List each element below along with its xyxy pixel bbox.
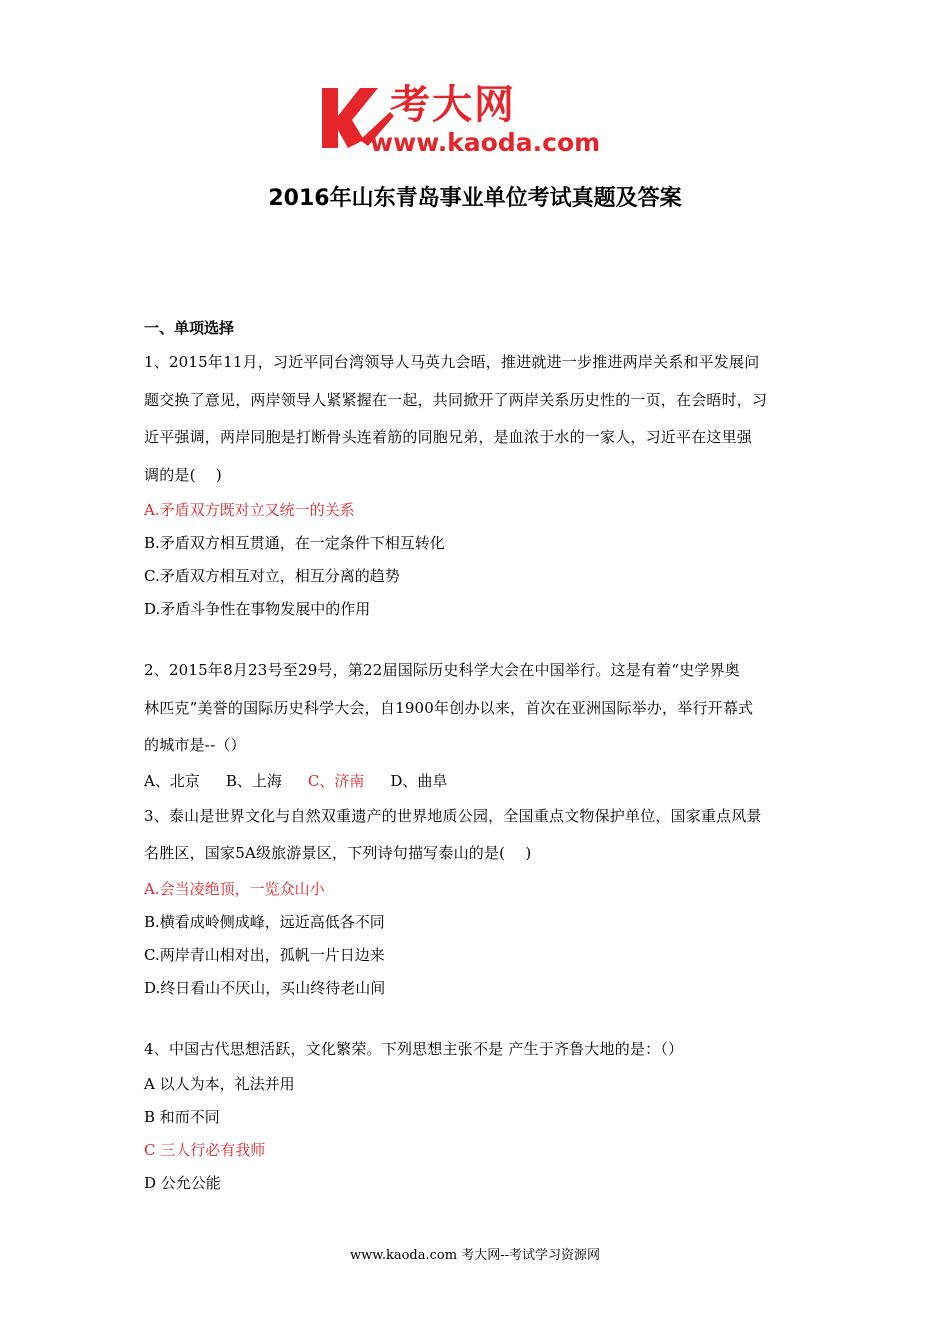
question-2-line-1: 2、2015年8月23号至29号，第22届国际历史科学大会在中国举行。这是有着“史学界奥 <box>144 661 740 679</box>
question-1-option-a-answer: A.矛盾双方既对立又统一的关系 <box>144 501 355 519</box>
section-heading: 一、单项选择 <box>144 319 235 337</box>
spacer <box>144 626 812 652</box>
question-1-line-3: 近平强调，两岸同胞是打断骨头连着筋的同胞兄弟，是血浓于水的一家人，习近平在这里强 <box>144 428 753 446</box>
question-2 <box>144 652 812 798</box>
spacer <box>144 1005 812 1031</box>
question-4-line-1: 4、中国古代思想活跃，文化繁荣。下列思想主张不是 产生于齐鲁大地的是：（） <box>144 1039 684 1058</box>
question-2-option-b: B、上海 <box>225 771 282 790</box>
question-4-option-d: D 公允公能 <box>144 1174 221 1192</box>
logo-url-text: www.kaoda.com <box>370 128 601 157</box>
question-1-option-b: B.矛盾双方相互贯通，在一定条件下相互转化 <box>144 534 445 552</box>
question-2-line-2: 林匹克”美誉的国际历史科学大会，自1900年创办以来，首次在亚洲国际举办，举行开幕式 <box>144 698 754 717</box>
page-footer: www.kaoda.com 考大网--考试学习资源网 <box>350 1248 600 1263</box>
page-title: 2016年山东青岛事业单位考试真题及答案 <box>268 186 682 211</box>
question-3-option-b: B.横看成岭侧成峰，远近高低各不同 <box>144 912 385 931</box>
question-3-option-d: D.终日看山不厌山，买山终待老山间 <box>144 978 386 997</box>
question-2-option-c-answer: C、济南 <box>307 771 365 790</box>
question-1-option-d: D.矛盾斗争性在事物发展中的作用 <box>144 600 371 618</box>
question-3 <box>144 798 812 1005</box>
question-3-option-c: C.两岸青山相对出，孤帆一片日边来 <box>144 945 385 964</box>
question-4-option-c-answer: C 三人行必有我师 <box>144 1141 266 1159</box>
question-2-option-a: A、北京 <box>144 771 200 790</box>
question-2-line-3: 的城市是--（） <box>144 736 246 754</box>
question-2-option-d: D、曲阜 <box>390 771 448 790</box>
kaoda-logo <box>318 82 640 162</box>
question-1-line-1: 1、2015年11月，习近平同台湾领导人马英九会晤，推进就进一步推进两岸关系和平发展问 <box>144 353 760 371</box>
question-1-line-4: 调的是( ) <box>144 465 222 484</box>
question-4-option-b: B 和而不同 <box>144 1108 220 1126</box>
question-1-option-c: C.矛盾双方相互对立，相互分离的趋势 <box>144 567 400 585</box>
document-body <box>144 314 812 1200</box>
question-3-line-2: 名胜区，国家5A级旅游景区，下列诗句描写泰山的是( ) <box>144 844 532 862</box>
question-2-options <box>144 765 812 798</box>
question-1 <box>144 344 812 626</box>
question-4 <box>144 1031 812 1201</box>
question-4-option-a: A 以人为本，礼法并用 <box>144 1075 295 1093</box>
question-3-line-1: 3、泰山是世界文化与自然双重遗产的世界地质公园，全国重点文物保护单位，国家重点风景 <box>144 806 762 825</box>
question-1-line-2: 题交换了意见，两岸领导人紧紧握在一起，共同掀开了两岸关系历史性的一页，在会晤时，习 <box>144 390 768 409</box>
question-3-option-a-answer: A.会当凌绝顶，一览众山小 <box>144 879 325 898</box>
logo-brand-text: 考大网 <box>390 82 516 128</box>
